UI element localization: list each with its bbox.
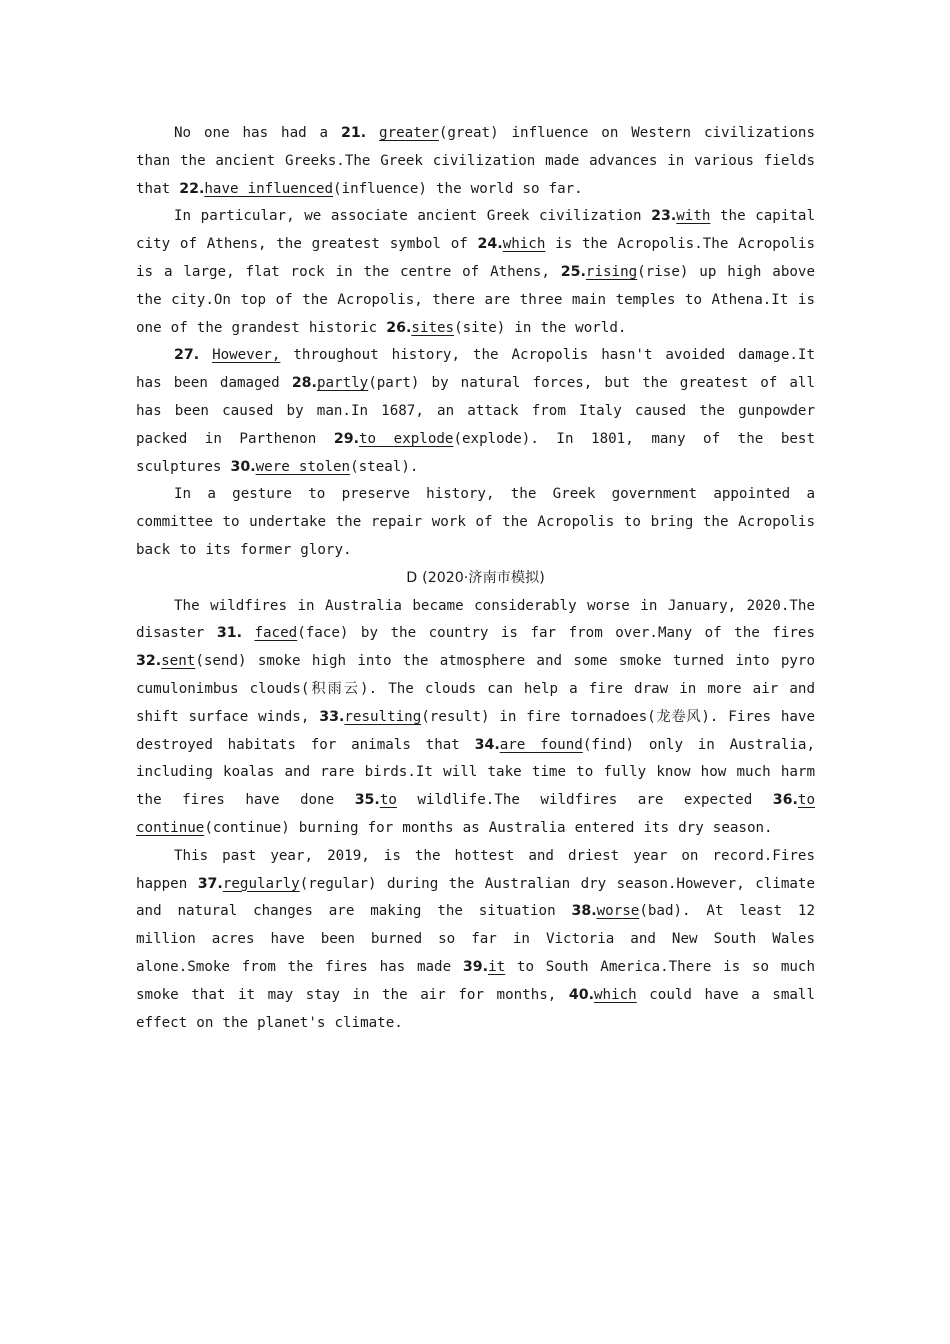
blank-number: 32. [136, 653, 162, 670]
text: (continue) burning for months as Australia entered its dry season. [204, 819, 773, 836]
blank-number: 34. [474, 736, 500, 753]
answer: worse [596, 903, 640, 920]
answer: faced [254, 625, 298, 642]
answer: to explode [359, 430, 454, 447]
blank-number: 26. [386, 319, 412, 336]
text: (site) in the world. [454, 319, 627, 336]
answer: were stolen [255, 458, 351, 475]
blank-number: 40. [568, 986, 594, 1003]
text: wildlife.The wildfires are expected [396, 792, 773, 809]
paragraph-d1 [136, 593, 815, 843]
text: (part) by natural forces, but the greatest of all has been caused by man.In 1687, an attack from Italy caused the gunpowder packed in Parthenon [136, 375, 815, 447]
answer: However, [212, 347, 281, 364]
text: In a gesture to preserve history, the Greek government appointed a committee to undertake the repair work of the Acropolis to bring the Acropolis back to its former glory. [136, 486, 815, 558]
text: (find) only in Australia, including koalas and rare birds.It will take time to fully know how much harm the fires have done [136, 736, 815, 809]
answer: which [502, 236, 546, 253]
blank-number: 23. [651, 208, 677, 225]
answer: it [488, 958, 506, 975]
blank-number: 29. [333, 430, 360, 447]
blank-number: 24. [477, 236, 503, 253]
blank-number: 25. [560, 263, 586, 280]
answer: sent [161, 653, 196, 670]
answer: to [379, 792, 397, 809]
blank-number: 33. [319, 708, 345, 725]
answer: greater [379, 125, 439, 141]
answer: are found [499, 736, 583, 753]
blank-number: 36. [772, 792, 798, 809]
blank-number: 21. [340, 125, 367, 141]
answer: have influenced [204, 180, 333, 197]
paragraph-c2 [136, 203, 815, 342]
answer: rising [585, 263, 638, 280]
text: (influence) the world so far. [332, 180, 583, 197]
text: (great) influence on Western civilizations than the ancient Greeks.The Greek civilization made advances in various fields that [136, 125, 815, 197]
text: throughout history, the Acropolis hasn't avoided damage.It has been damaged [136, 347, 815, 392]
blank-number: 37. [197, 875, 223, 892]
blank-number: 38. [571, 903, 597, 920]
text: (result) in fire tornadoes(龙卷风). Fires have destroyed habitats for animals that [136, 708, 815, 753]
answer: partly [316, 375, 369, 392]
answer: with [676, 208, 711, 225]
text: (rise) up high above the city.On top of the Acropolis, there are three main temples to Athena.It is one of the grandest historic [136, 263, 815, 336]
answer: to continue [136, 792, 815, 836]
blank-number: 27. [174, 347, 200, 364]
blank-number: 28. [291, 375, 317, 392]
blank-number: 39. [462, 958, 489, 975]
text: (send) smoke high into the atmosphere and some smoke turned into pyro cumulonimbus clouds(积雨云). The clouds can help a fire draw in more air and shift surface winds, [136, 653, 815, 725]
text: This past year, 2019, is the hottest and driest year on record.Fires happen [136, 847, 815, 892]
paragraph-c3 [136, 342, 815, 481]
text: In particular, we associate ancient Greek civilization [174, 208, 652, 225]
blank-number: 31. [216, 625, 242, 642]
text: could have a small effect on the planet's climate. [136, 986, 815, 1031]
text: (face) by the country is far from over.Many of the fires [297, 625, 815, 642]
blank-number: 35. [354, 792, 380, 809]
text: the capital city of Athens, the greatest symbol of [136, 208, 815, 253]
text: to South America.There is so much smoke that it may stay in the air for months, [136, 958, 815, 1003]
text: (regular) during the Australian dry season.However, climate and natural changes are making the situation [136, 875, 815, 920]
answer: resulting [344, 708, 422, 725]
section-heading: D (2020·济南市模拟) [406, 569, 545, 586]
text: is the Acropolis.The Acropolis is a large, flat rock in the centre of Athens, [136, 236, 816, 280]
blank-number: 22. [179, 180, 205, 197]
text: No one has had a [174, 125, 341, 141]
paragraph-c1 [136, 120, 815, 203]
paragraph-d2 [136, 843, 815, 1038]
answer: regularly [222, 875, 300, 892]
answer: sites [411, 319, 455, 336]
paragraph-c4 [136, 481, 815, 564]
document-page [136, 120, 815, 1037]
text: The wildfires in Australia became considerably worse in January, 2020.The disaster [136, 597, 815, 642]
text: (explode). In 1801, many of the best sculptures [136, 430, 816, 475]
blank-number: 30. [230, 458, 256, 475]
text: (bad). At least 12 million acres have been burned so far in Victoria and New South Wales alone.Smoke from the fires has made [136, 903, 815, 975]
text: (steal). [350, 458, 419, 475]
answer: which [594, 986, 637, 1003]
